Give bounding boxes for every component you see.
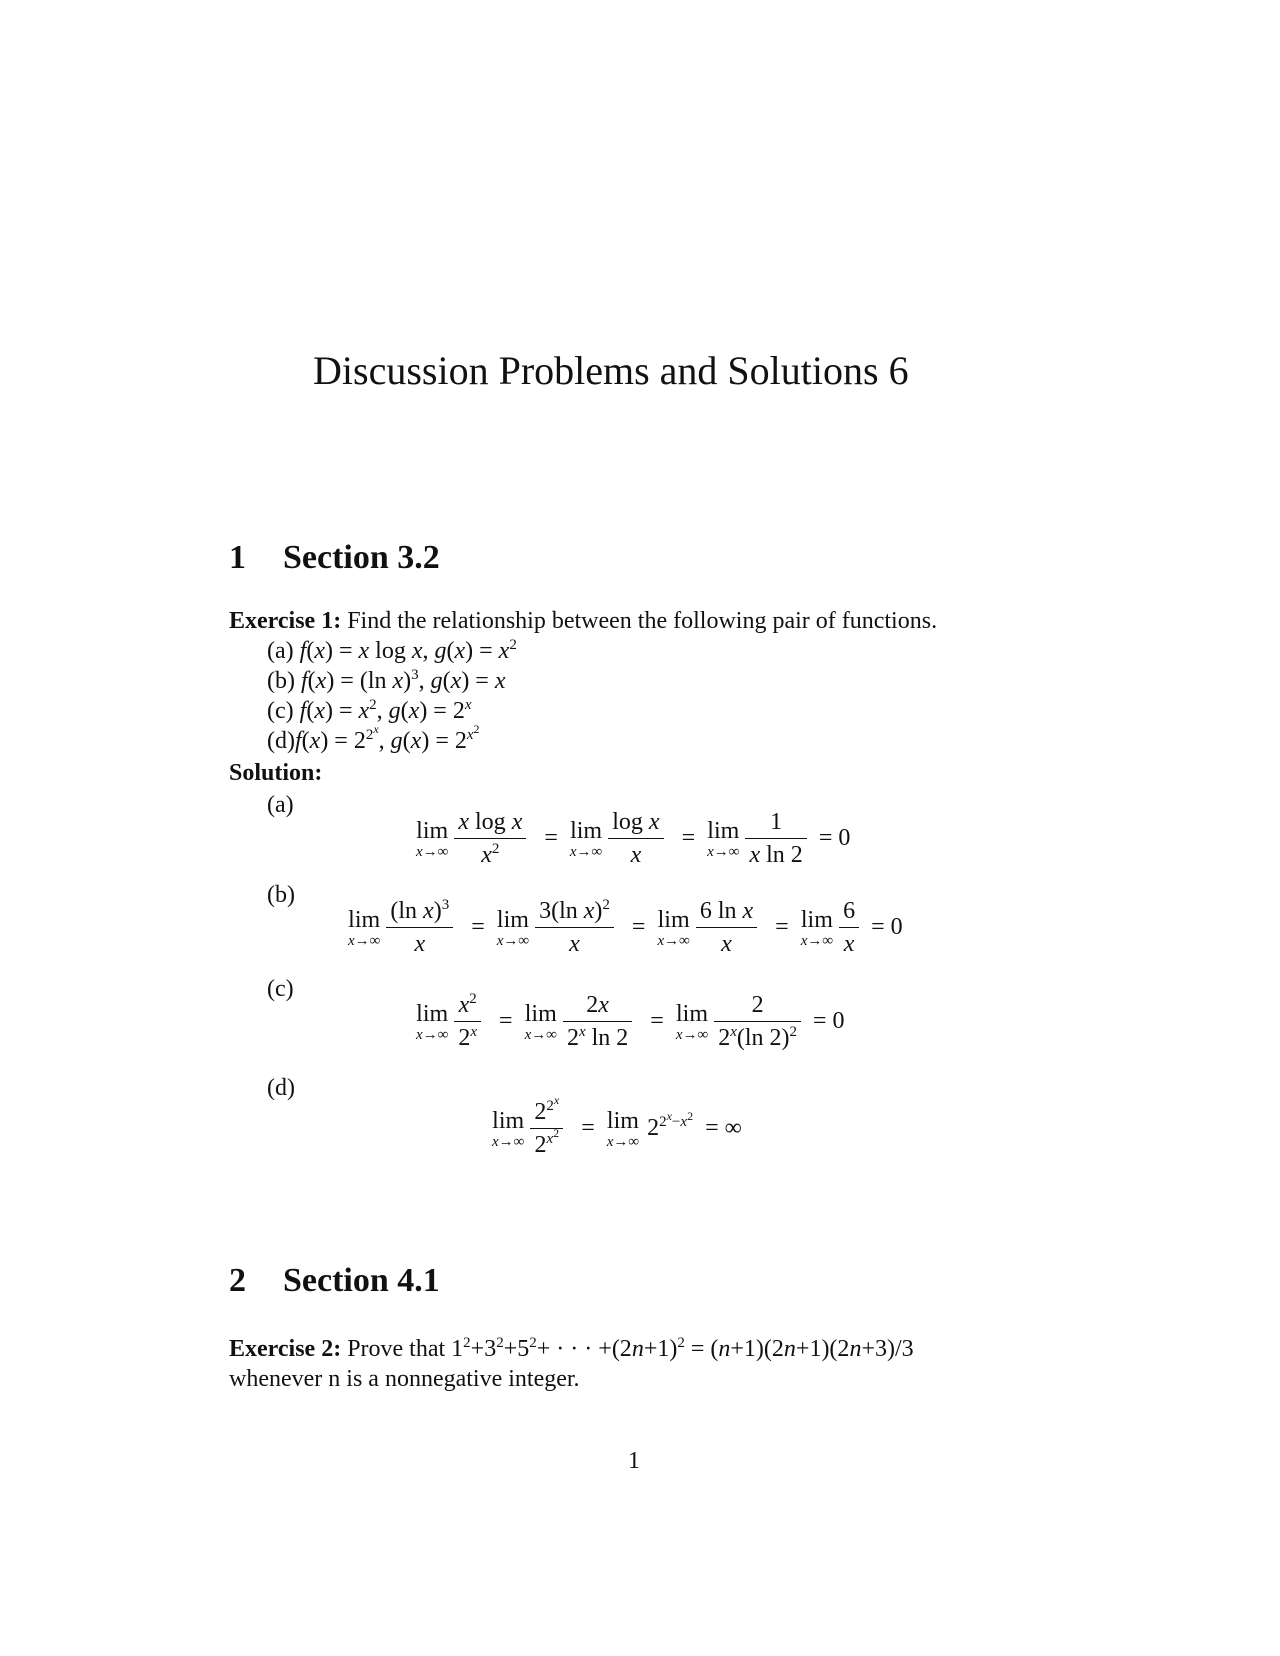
exercise-2-statement: Exercise 2: Prove that $1^2+3^2+5^2+$ · · · $+(2n+1)^2 = (n+1)(2n+1)(2n+3)/3$	[229, 1335, 914, 1362]
solution-part-c-label: (c)	[267, 976, 294, 1002]
part-label: (b)	[267, 668, 295, 694]
equation-c: lim x→∞ $\frac{x^2}{2^x}$ = lim x→∞ $\frac{2x}{2^x \ln 2}$ = lim x→∞ $\frac{2}{2^x(\ln 2)^2}$ = 0	[416, 991, 845, 1051]
document-title: Discussion Problems and Solutions 6	[313, 348, 909, 393]
exercise-2-text: Prove that	[347, 1336, 446, 1362]
exercise-1-label: Exercise 1:	[229, 608, 342, 634]
equation-d: lim x→∞ $\frac{2^{2^x}}{2^{x^2}}$ = lim x→∞ $2^{2^x-x^2}$ = ∞	[492, 1093, 742, 1158]
section-title: Section 3.2	[283, 539, 440, 576]
exercise-1-text: Find the relationship between the following pair of functions.	[347, 608, 938, 634]
exercise-1-statement	[229, 606, 937, 636]
solution-label: Solution:	[229, 760, 323, 786]
exercise-1-part-d: $(d)f(x) = 2^{2^x}$, $g(x) = 2^{x^2}$	[267, 722, 480, 754]
section-number: 1	[229, 539, 246, 576]
solution-part-b-label: (b)	[267, 882, 295, 908]
exercise-2-label: Exercise 2:	[229, 1336, 342, 1362]
equation-b: lim x→∞ $\frac{(\ln x)^3}{x}$ = lim x→∞ $\frac{3(\ln x)^2}{x}$ = lim x→∞ $\frac{\text{6 ln x}}{x}$ = lim x→∞ $\frac{6}{x}$ = 0	[348, 897, 903, 957]
page-number: 1	[628, 1448, 640, 1474]
exercise-1-part-b: (b) f(x) = (ln x)$^3$, g(x) = x	[267, 667, 506, 694]
section-title: Section 4.1	[283, 1262, 440, 1299]
equation-a: lim x→∞ $\frac{\text{x log x}}{x^2}$ = lim x→∞ $\frac{\text{log x}}{x}$ = lim x→∞ $\frac{1}{\text{x ln 2}}$ = 0	[416, 809, 851, 868]
part-label: (c)	[267, 698, 294, 724]
solution-part-a-label: (a)	[267, 792, 294, 818]
part-label: (d)	[267, 728, 295, 754]
exercise-1-part-c: (c) $f(x) = x^2$, $g(x) = 2^x$	[267, 697, 472, 724]
part-label: (a)	[267, 638, 294, 664]
exercise-2-continuation: whenever n is a nonnegative integer.	[229, 1366, 580, 1392]
exercise-1-part-a: (a) f(x) = x log x, $g(x) = x^2$	[267, 637, 517, 664]
section-number: 2	[229, 1262, 246, 1299]
solution-part-d-label: (d)	[267, 1075, 295, 1101]
